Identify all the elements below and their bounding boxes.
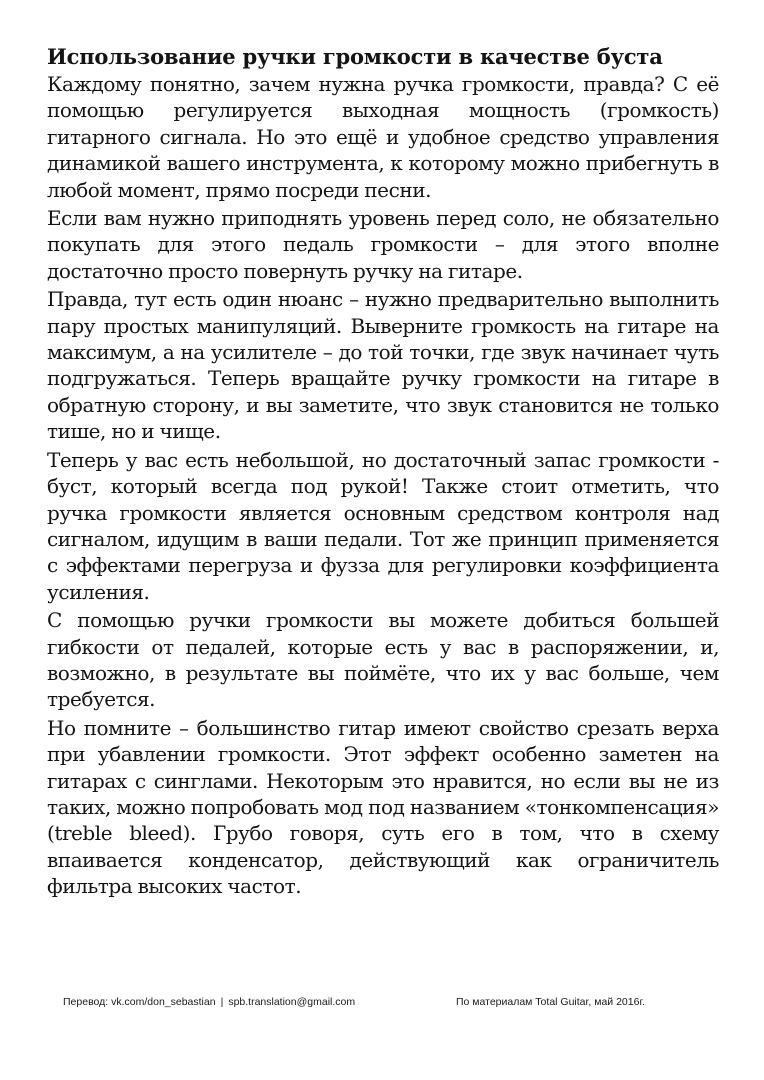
paragraph-5: С помощью ручки громкости вы можете добиться большей гибкости от педалей, которые есть у вас в распоряжении, и, возможно, в результате вы поймёте, что их у вас больше, чем требуется.: [47, 608, 719, 712]
translation-credit: Перевод: vk.com/don_sebastian: [63, 996, 216, 1008]
article: [47, 42, 719, 902]
paragraph-6: Но помните – большинство гитар имеют свойство срезать верха при убавлении громкости. Этот эффект особенно заметен на гитарах с синглами. Некоторым это нравится, но если вы не из таких, можно попробовать мод под названием «тонкомпенсация» (treble bleed). Грубо говоря, суть его в том, что в схему впаивается конденсатор, действующий как ограничитель фильтра высоких частот.: [47, 715, 719, 899]
paragraph-2: Если вам нужно приподнять уровень перед соло, не обязательно покупать для этого педаль громкости – для этого вполне достаточно просто повернуть ручку на гитаре.: [47, 206, 719, 283]
footer-credits: [63, 996, 355, 1008]
article-title: Использование ручки громкости в качестве буста: [47, 44, 663, 69]
paragraph-1: Каждому понятно, зачем нужна ручка громкости, правда? С её помощью регулируется выходная мощность (громкость) гитарного сигнала. Но это ещё и удобное средство управления динамикой вашего инструмента, к которому можно прибегнуть в любой момент, прямо посреди песни.: [47, 72, 719, 202]
footer-separator: |: [220, 996, 224, 1008]
contact-email: spb.translation@gmail.com: [228, 996, 356, 1008]
footer-source: По материалам Total Guitar, май 2016г.: [456, 996, 645, 1008]
paragraph-3: Правда, тут есть один нюанс – нужно предварительно выполнить пару простых манипуляций. Выверните громкость на гитаре на максимум, а на усилителе – до той точки, где звук начинает чуть подгружаться. Теперь вращайте ручку громкости на гитаре в обратную сторону, и вы заметите, что звук становится не только тише, но и чище.: [47, 287, 719, 444]
paragraph-4: Теперь у вас есть небольшой, но достаточный запас громкости - буст, который всегда под рукой! Также стоит отметить, что ручка громкости является основным средством контроля над сигналом, идущим в ваши педали. Тот же принцип применяется с эффектами перегруза и фузза для регулировки коэффициента усиления.: [47, 447, 719, 604]
